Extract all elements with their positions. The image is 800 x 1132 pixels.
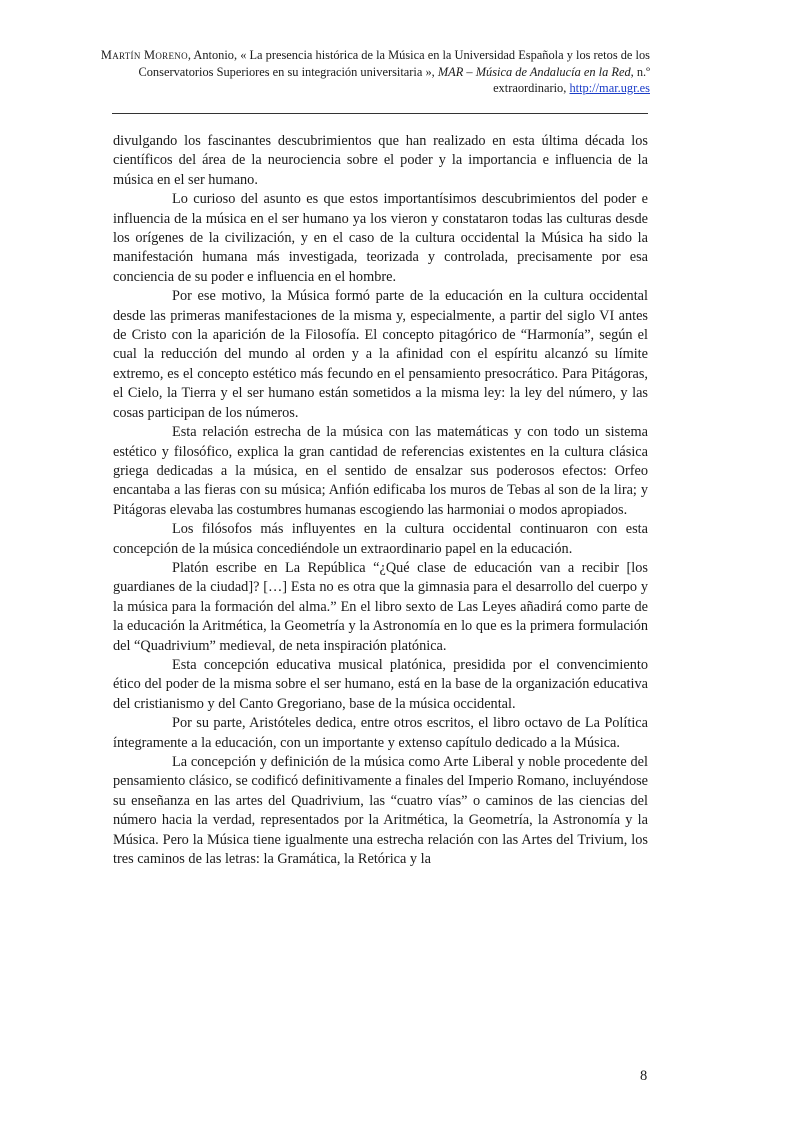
running-header <box>90 47 650 97</box>
paragraph: Esta concepción educativa musical platónica, presidida por el convencimiento ético del poder de la misma sobre el ser humano, está en la base de la organización educativa del cristianismo y del Canto Gregoriano, base de la música occidental. <box>113 656 648 712</box>
paragraph: Por su parte, Aristóteles dedica, entre otros escritos, el libro octavo de La Política íntegramente a la educación, con un importante y extenso capítulo dedicado a la Música. <box>113 715 648 751</box>
paragraph: La concepción y definición de la música como Arte Liberal y noble procedente del pensamiento clásico, se codificó definitivamente a finales del Imperio Romano, incluyéndose su enseñanza en las artes del Quadrivium, las “cuatro vías” o caminos de las ciencias del número hacia la verdad, representados por la Aritmética, la Geometría, la Astronomía y la Música. Pero la Música tiene igualmente una estrecha relación con las Artes del Trivium, los tres caminos de las letras: la Gramática, la Retórica y la <box>113 754 648 868</box>
paragraph: divulgando los fascinantes descubrimientos que han realizado en esta última década los científicos del área de la neurociencia sobre el poder y la importancia e influencia de la música en el ser humano. <box>113 133 648 188</box>
page-number: 8 <box>640 1068 648 1084</box>
body-text <box>113 132 648 869</box>
header-citation: , Antonio, « La presencia histórica de la Música en la Universidad Española y los retos de los Conservatorios Superiores en su integración universitaria », <box>138 48 650 79</box>
header-divider <box>112 113 648 114</box>
paragraph: Lo curioso del asunto es que estos importantísimos descubrimientos del poder e influencia de la música en el ser humano ya los vieron y constataron todas las culturas desde los orígenes de la civilización, y en el caso de la cultura occidental la Música ha sido la manifestación humana más investigada, teorizada y controlada, precisamente por esa conciencia de su poder e influencia en el hombre. <box>113 191 648 285</box>
header-url-link[interactable]: http://mar.ugr.es <box>569 81 650 95</box>
header-journal: MAR – Música de Andalucía en la Red <box>437 64 631 79</box>
header-issue: , n.º extraordinario, <box>493 64 650 95</box>
paragraph: Esta relación estrecha de la música con las matemáticas y con todo un sistema estético y filosófico, explica la gran cantidad de referencias existentes en la cultura clásica griega dedicadas a la música, en el sentido de ensalzar sus poderosos efectos: Orfeo encantaba a las fieras con su música; Anfión edificaba los muros de Tebas al son de la lira; y Pitágoras elevaba las costumbres humanas escogiendo las harmoniai o modos apropiados. <box>113 424 648 518</box>
paragraph: Los filósofos más influyentes en la cultura occidental continuaron con esta concepción de la música concediéndole un extraordinario papel en la educación. <box>113 521 648 557</box>
paragraph: Platón escribe en La República “¿Qué clase de educación van a recibir [los guardianes de la ciudad]? […] Esta no es otra que la gimnasia para el desarrollo del cuerpo y la música para la formación del alma.” En el libro sexto de Las Leyes añadirá como parte de la educación la Aritmética, la Geometría y la Astronomía en lo que es la primera formulación del “Quadrivium” medieval, de neta inspiración platónica. <box>113 559 648 654</box>
header-author-surname: Martín Moreno <box>100 48 188 62</box>
paragraph: Por ese motivo, la Música formó parte de la educación en la cultura occidental desde las primeras manifestaciones de la misma y, especialmente, a partir del siglo VI antes de Cristo con la aparición de la Filosofía. El concepto pitagórico de “Harmonía”, según el cual la reducción del mundo al orden y a la afinidad con el espíritu alcanzó su límite extremo, es el concepto estético más fecundo en el pensamiento presocrático. Para Pitágoras, el Cielo, la Tierra y el ser humano están sometidos a la misma ley: la ley del número, y las cosas participan de los números. <box>113 288 648 421</box>
